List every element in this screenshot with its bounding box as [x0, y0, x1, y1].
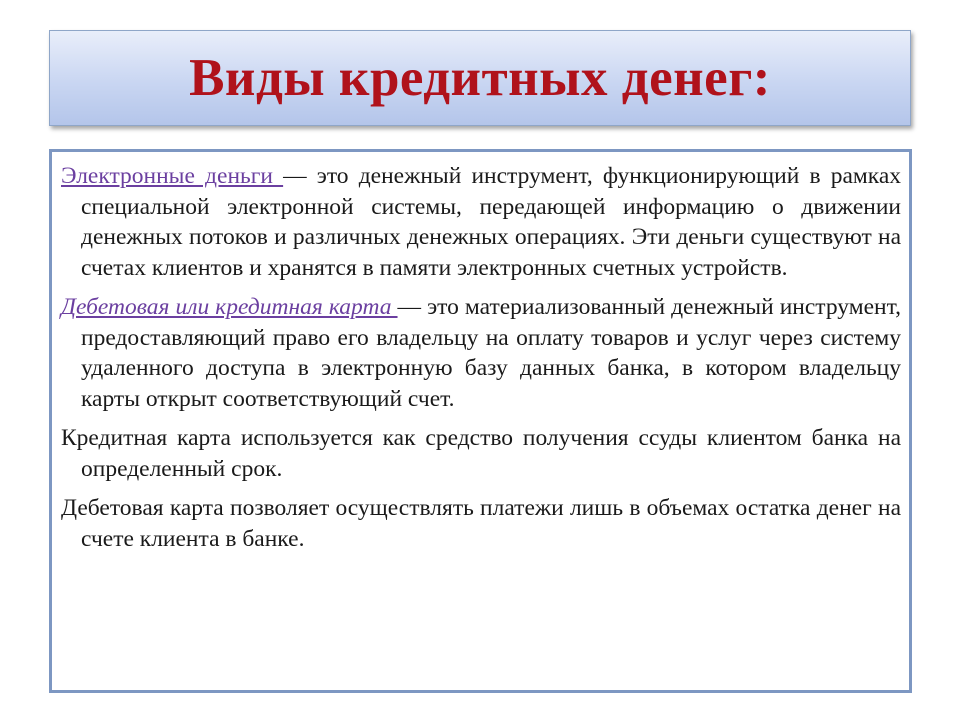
paragraph-text: — это денежный инструмент, функционирующий в рамках специальной электронной системы, передающей информацию о движении денежных потоков и различных денежных операциях. Эти деньги существуют на счетах клиентов и хранятся в памяти электронных счетных устройств.	[81, 163, 902, 281]
paragraph-electronic-money	[61, 161, 901, 283]
paragraph-text: Дебетовая карта позволяет осуществлять платежи лишь в объемах остатка денег на счете клиента в банке.	[61, 495, 901, 552]
paragraph-text: — это материализованный денежный инструмент, предоставляющий право его владельцу на оплату товаров и услуг через систему удаленного доступа в электронную базу данных банка, в котором владельцу карты открыт соответствующий счет.	[81, 294, 901, 412]
slide-title: Виды кредитных денег:	[189, 49, 771, 107]
title-banner	[49, 30, 911, 126]
paragraph-debit-credit-card	[61, 292, 901, 414]
content-frame	[49, 149, 912, 693]
term-debit-credit-card: Дебетовая или кредитная карта	[61, 294, 398, 320]
term-electronic-money: Электронные деньги	[61, 163, 284, 189]
paragraph-credit-card	[61, 423, 901, 484]
paragraph-text: Кредитная карта используется как средство получения ссуды клиентом банка на определенный срок.	[61, 425, 901, 482]
paragraph-debit-card	[61, 493, 901, 554]
